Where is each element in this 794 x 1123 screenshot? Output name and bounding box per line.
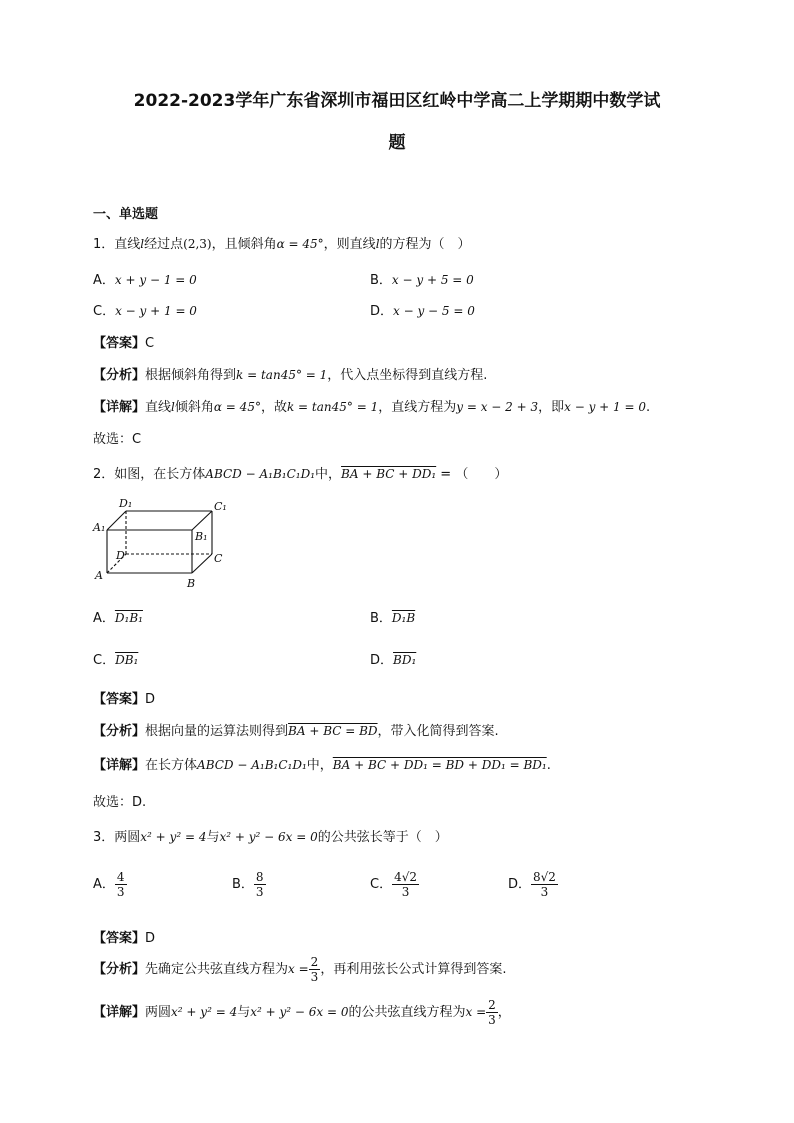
page-title: 2022-2023学年广东省深圳市福田区红岭中学高二上学期期中数学试 [133,91,661,111]
detail-text: 直线 [145,400,172,415]
q3-text: 与 [206,830,220,845]
option-label: B． [370,611,392,626]
section-heading: 一、单选题 [93,207,159,222]
analysis-text: ，代入点坐标得到直线方程. [327,368,488,383]
q1-point: (2,3) [183,237,212,251]
answer-value: D [145,692,156,707]
q2-vector-sum: BA + BC + DD₁ [341,467,437,481]
q1-text: 的方程为（ ） [379,237,471,252]
detail-expr: x − y + 1 = 0 [564,400,646,414]
option-label: B． [232,877,254,892]
detail-text: 的公共弦直线方程为 [348,1005,466,1020]
q3-option-d[interactable] [508,870,558,899]
option-label: A． [93,611,115,626]
detail-text: 两圆 [145,1005,172,1020]
q3-option-b[interactable] [232,870,266,899]
q1-angle: α = 45° [276,237,324,251]
q3-circle-2: x² + y² − 6x = 0 [219,830,318,844]
numerator: 8 [255,870,264,884]
q2-text: = （ ） [436,467,508,482]
q1-answer [93,332,154,351]
detail-tag: 【详解】 [93,400,146,415]
q2-detail [93,754,551,773]
label-b1: B₁ [195,530,208,543]
option-label: D． [508,877,532,892]
q1-conclusion: 故选：C [93,432,142,447]
detail-expr: x² + y² = 4 [171,1005,238,1019]
denominator: 3 [116,885,125,899]
q2-conclusion: 故选：D. [93,795,147,810]
denominator: 3 [310,970,319,984]
option-expr: x + y − 1 = 0 [114,273,197,287]
detail-text: 倾斜角 [174,400,214,415]
detail-text: ，即 [538,400,565,415]
option-label: D． [370,653,394,668]
q2-option-a[interactable] [93,607,143,626]
option-expr: DB₁ [115,653,139,667]
denominator: 3 [401,885,410,899]
denominator: 3 [255,885,264,899]
detail-solid: ABCD − A₁B₁C₁D₁ [197,758,307,772]
page-title-continuation: 题 [388,133,406,153]
denominator: 3 [488,1013,496,1027]
answer-tag: 【答案】 [93,931,146,946]
q2-option-d[interactable] [370,649,416,668]
q1-text: 经过点 [144,237,184,252]
option-expr: D₁B₁ [114,611,143,625]
detail-text: 与 [237,1005,251,1020]
analysis-text: ，带入化简得到答案. [377,724,499,739]
detail-text: ，直线方程为 [378,400,457,415]
q3-text: 的公共弦长等于（ ） [317,830,448,845]
q3-option-c[interactable] [370,870,419,899]
detail-expr: y = x − 2 + 3 [456,400,539,414]
q1-text: ，且倾斜角 [211,237,277,252]
option-label: D． [370,304,394,319]
analysis-tag: 【分析】 [93,962,146,977]
question-3-stem [93,826,448,845]
label-a1: A₁ [93,521,106,534]
label-c1: C₁ [214,500,227,513]
option-label: A． [93,273,115,288]
q1-option-c[interactable] [93,300,197,319]
analysis-tag: 【分析】 [93,724,146,739]
detail-expr: x = [465,1005,487,1019]
label-a: A [95,569,103,582]
detail-text: . [546,758,551,773]
q3-answer [93,927,155,946]
denominator: 3 [540,885,549,899]
detail-expr: x² + y² − 6x = 0 [250,1005,349,1019]
q2-solid: ABCD − A₁B₁C₁D₁ [205,467,316,481]
option-label: C． [93,304,116,319]
option-fraction [531,870,558,899]
q1-detail [93,396,650,415]
q2-option-c[interactable] [93,649,138,668]
option-expr: BD₁ [393,653,417,667]
detail-expr: α = 45° [213,400,261,414]
option-expr: x − y − 5 = 0 [393,304,475,318]
answer-tag: 【答案】 [93,336,146,351]
label-d1: D₁ [119,497,133,510]
q1-analysis [93,364,487,383]
detail-expr: BA + BC + DD₁ = BD + DD₁ = BD₁ [332,758,547,772]
option-expr: x − y + 1 = 0 [115,304,197,318]
option-expr: x − y + 5 = 0 [391,273,474,287]
detail-var: l [171,400,175,414]
label-b: B [187,577,196,590]
option-label: C． [93,653,116,668]
numerator: 8√2 [533,870,556,884]
detail-text: ，故 [260,400,287,415]
q2-text: 中， [315,467,342,482]
q1-option-b[interactable] [370,269,474,288]
option-fraction [254,870,266,899]
q3-detail [93,998,511,1027]
analysis-tag: 【分析】 [93,368,146,383]
question-1-stem [93,233,471,252]
analysis-fraction [309,955,321,984]
label-d: D [116,549,125,562]
numerator: 4√2 [394,870,417,884]
option-expr: D₁B [391,611,416,625]
q2-answer [93,688,155,707]
analysis-text: 根据向量的运算法则得到 [145,724,289,739]
option-fraction [115,870,127,899]
q2-analysis [93,720,499,739]
analysis-expr: BA + BC = BD [288,724,378,738]
label-c: C [214,552,223,565]
q2-text: 2．如图，在长方体 [93,467,206,482]
detail-text: . [646,400,651,415]
option-fraction [392,870,419,899]
detail-fraction [486,998,498,1027]
q3-text: 3．两圆 [93,830,141,845]
q3-circle-1: x² + y² = 4 [140,830,207,844]
q1-option-d[interactable] [370,300,475,319]
answer-value: C [145,336,155,351]
detail-text: 在长方体 [145,758,198,773]
q1-text: ，则直线 [323,237,376,252]
answer-value: D [145,931,156,946]
q1-text: 1．直线 [93,237,141,252]
analysis-expr: x = [288,962,309,976]
detail-tag: 【详解】 [93,1005,146,1020]
detail-tag: 【详解】 [93,758,146,773]
q1-var: l [375,237,380,251]
cuboid-figure [90,495,240,595]
option-label: A． [93,877,115,892]
q1-option-a[interactable] [93,269,197,288]
q3-analysis [93,955,506,984]
q3-option-a[interactable] [93,870,127,899]
analysis-text: ，再利用弦长公式计算得到答案. [320,962,507,977]
q2-option-b[interactable] [370,607,415,626]
numerator: 4 [116,870,125,884]
analysis-text: 先确定公共弦直线方程为 [145,962,289,977]
q1-var: l [140,237,145,251]
option-label: B． [370,273,392,288]
detail-expr: k = tan45° = 1 [286,400,379,414]
numerator: 2 [488,998,496,1012]
detail-text: ， [497,1005,511,1020]
question-2-stem [93,463,507,482]
analysis-text: 根据倾斜角得到 [145,368,237,383]
answer-tag: 【答案】 [93,692,146,707]
numerator: 2 [310,955,319,969]
detail-text: 中， [306,758,333,773]
analysis-expr: k = tan45° = 1 [236,368,328,382]
option-label: C． [370,877,393,892]
